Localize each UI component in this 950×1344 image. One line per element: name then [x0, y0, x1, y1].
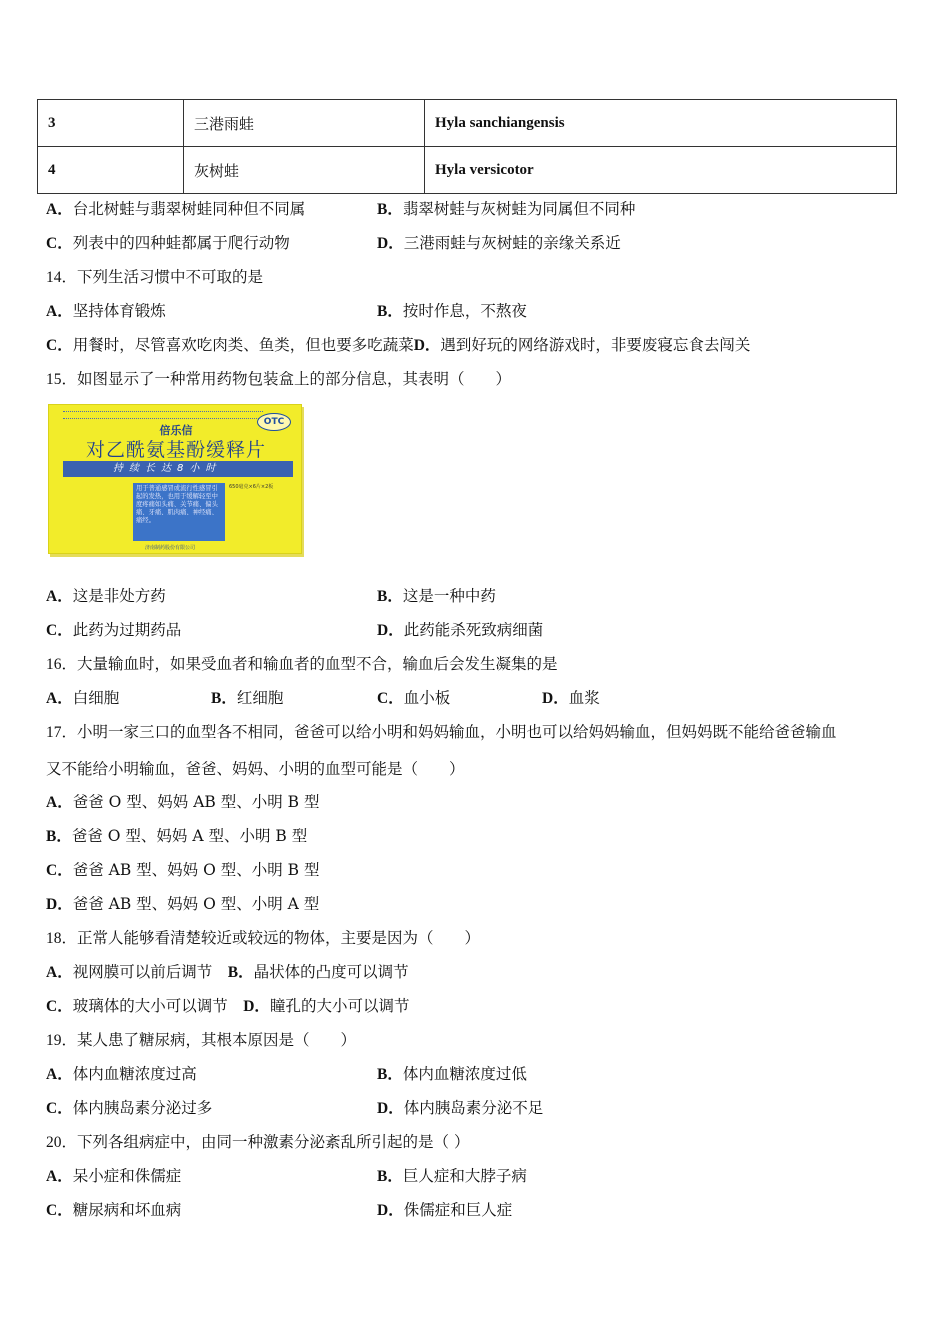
option-text: 血浆 [568, 689, 600, 707]
q18-option-cd [46, 996, 409, 1017]
box-spec: 650毫克×6片×2板 [229, 484, 274, 490]
question-number: 19． [46, 1032, 78, 1049]
option-text: 爸爸 O 型、妈妈 A 型、小明 B 型 [71, 827, 308, 845]
question-text: 下列生活习惯中不可取的是 [77, 268, 264, 286]
q15-stem [46, 369, 511, 390]
option-text: 呆小症和侏儒症 [72, 1167, 182, 1185]
q17-option-d [46, 894, 319, 915]
q20-option-d [377, 1200, 512, 1221]
question-text: 某人患了糖尿病，其根本原因是（ ） [77, 1031, 357, 1049]
table-cell-chinese-name: 三港雨蛙 [184, 100, 425, 147]
q15-option-a [46, 586, 166, 607]
option-text: 白细胞 [72, 689, 120, 707]
option-label: A． [46, 964, 73, 981]
option-label: C． [46, 1100, 73, 1117]
otc-badge: OTC [257, 413, 291, 431]
option-text: 体内胰岛素分泌过多 [72, 1099, 213, 1117]
table-row [38, 100, 897, 147]
q20-option-a [46, 1166, 181, 1187]
option-text: 爸爸 AB 型、妈妈 O 型、小明 B 型 [72, 861, 320, 879]
option-label: A． [46, 794, 73, 811]
q17-option-a [46, 792, 319, 813]
q19-option-d [377, 1098, 543, 1119]
option-label: D． [542, 690, 569, 707]
option-text: 坚持体育锻炼 [72, 302, 166, 320]
q13-option-b [377, 199, 635, 220]
q17-option-c [46, 860, 319, 881]
option-text: 遇到好玩的网络游戏时，非要废寝忘食去闯关 [440, 336, 751, 354]
option-text: 翡翠树蛙与灰树蛙为同属但不同种 [402, 200, 636, 218]
option-text: 体内血糖浓度过高 [72, 1065, 197, 1083]
q16-option-a [46, 688, 119, 709]
option-text: 三港雨蛙与灰树蛙的亲缘关系近 [403, 234, 621, 252]
q19-option-b [377, 1064, 527, 1085]
option-label: C． [46, 998, 73, 1015]
q20-stem [46, 1132, 469, 1153]
q15-option-c [46, 620, 181, 641]
q18-stem [46, 928, 480, 949]
option-text: 此药能杀死致病细菌 [403, 621, 544, 639]
option-text: 体内胰岛素分泌不足 [403, 1099, 544, 1117]
table-cell-latin-name: Hyla versicotor [425, 147, 897, 194]
question-number: 14． [46, 269, 78, 286]
q20-option-c [46, 1200, 181, 1221]
question-text: 大量输血时，如果受血者和输血者的血型不合，输血后会发生凝集的是 [77, 655, 558, 673]
box-brand: 倍乐信 [159, 424, 193, 437]
option-text: 糖尿病和坏血病 [72, 1201, 182, 1219]
q16-option-d [542, 688, 600, 709]
table-cell-latin-name: Hyla sanchiangensis [425, 100, 897, 147]
option-text: 玻璃体的大小可以调节 [72, 997, 228, 1015]
option-label: D． [377, 1100, 404, 1117]
option-label: A． [46, 303, 73, 320]
option-text: 台北树蛙与翡翠树蛙同种但不同属 [72, 200, 306, 218]
option-label: B． [377, 1066, 403, 1083]
q13-option-d [377, 233, 621, 254]
option-label: C． [46, 862, 73, 879]
option-label: A． [46, 588, 73, 605]
q19-stem [46, 1030, 356, 1051]
option-label: B． [227, 964, 254, 981]
q17-option-b [46, 826, 307, 847]
question-number: 20． [46, 1134, 78, 1151]
q17-stem-line2: 又不能给小明输血，爸爸、妈妈、小明的血型可能是（ ） [46, 760, 465, 778]
option-text: 这是一种中药 [402, 587, 496, 605]
q14-option-b [377, 301, 527, 322]
table-cell-chinese-name: 灰树蛙 [184, 147, 425, 194]
q16-option-b [211, 688, 283, 709]
option-label: D． [377, 1202, 404, 1219]
option-text: 这是非处方药 [72, 587, 166, 605]
q14-option-a [46, 301, 166, 322]
q13-option-a [46, 199, 305, 220]
option-text: 体内血糖浓度过低 [402, 1065, 527, 1083]
q18-option-ab [46, 962, 409, 983]
question-number: 18． [46, 930, 78, 947]
option-label: A． [46, 690, 73, 707]
frog-table [37, 99, 897, 194]
question-text: 如图显示了一种常用药物包装盒上的部分信息，其表明（ ） [77, 370, 512, 388]
option-label: D． [377, 622, 404, 639]
option-label: B． [46, 828, 72, 845]
q15-option-b [377, 586, 496, 607]
question-number: 15． [46, 371, 78, 388]
q14-stem [46, 267, 263, 288]
q16-stem [46, 654, 558, 675]
option-text: 瞳孔的大小可以调节 [269, 997, 410, 1015]
option-label: C． [377, 690, 404, 707]
option-label: C． [46, 337, 73, 354]
option-text: 红细胞 [236, 689, 284, 707]
box-duration-band: 持续长达8小时 [63, 461, 293, 477]
option-text: 侏儒症和巨人症 [403, 1201, 513, 1219]
option-label: D． [46, 896, 73, 913]
table-cell-num: 3 [38, 100, 184, 147]
medicine-box-image [48, 404, 302, 554]
q15-option-d [377, 620, 543, 641]
option-text: 按时作息，不熬夜 [402, 302, 527, 320]
option-text: 视网膜可以前后调节 [72, 963, 213, 981]
option-text: 爸爸 AB 型、妈妈 O 型、小明 A 型 [72, 895, 320, 913]
box-drug-name: 对乙酰氨基酚缓释片 [85, 439, 266, 461]
option-label: B． [377, 303, 403, 320]
question-number: 17． [46, 724, 78, 741]
q17-stem-line1 [46, 722, 837, 743]
option-label: C． [46, 622, 73, 639]
q19-option-c [46, 1098, 212, 1119]
option-label: A． [46, 201, 73, 218]
option-text: 巨人症和大脖子病 [402, 1167, 527, 1185]
table-cell-num: 4 [38, 147, 184, 194]
option-text: 晶状体的凸度可以调节 [253, 963, 409, 981]
option-label: A． [46, 1066, 73, 1083]
option-label: B． [377, 588, 403, 605]
question-text: 小明一家三口的血型各不相同，爸爸可以给小明和妈妈输血，小明也可以给妈妈输血，但妈妈既不能给爸爸输血 [77, 723, 837, 741]
table-row [38, 147, 897, 194]
option-label: D． [413, 337, 441, 354]
q13-option-c [46, 233, 290, 254]
option-label: D． [377, 235, 404, 252]
option-label: C． [46, 235, 73, 252]
option-label: A． [46, 1168, 73, 1185]
option-text: 列表中的四种蛙都属于爬行动物 [72, 234, 290, 252]
option-text: 爸爸 O 型、妈妈 AB 型、小明 B 型 [72, 793, 320, 811]
q14-option-cd [46, 335, 750, 356]
option-label: B． [377, 201, 403, 218]
option-text: 用餐时，尽管喜欢吃肉类、鱼类，但也要多吃蔬菜 [72, 336, 414, 354]
q16-option-c [377, 688, 450, 709]
option-text: 此药为过期药品 [72, 621, 182, 639]
option-label: B． [211, 690, 237, 707]
option-label: D． [243, 998, 270, 1015]
option-text: 血小板 [403, 689, 451, 707]
question-text: 正常人能够看清楚较近或较远的物体，主要是因为（ ） [77, 929, 481, 947]
question-text: 下列各组病症中，由同一种激素分泌紊乱所引起的是（ ） [77, 1133, 470, 1151]
box-manufacturer: 济南制药股份有限公司 [145, 545, 196, 551]
box-indications: 用于普通感冒或流行性感冒引起的发热，也用于缓解轻至中度疼痛如头痛、关节痛、偏头痛、牙痛、肌肉痛、神经痛、痛经。 [133, 483, 225, 541]
option-label: C． [46, 1202, 73, 1219]
question-number: 16． [46, 656, 78, 673]
q20-option-b [377, 1166, 527, 1187]
q19-option-a [46, 1064, 197, 1085]
option-label: B． [377, 1168, 403, 1185]
box-top-note [63, 411, 263, 419]
